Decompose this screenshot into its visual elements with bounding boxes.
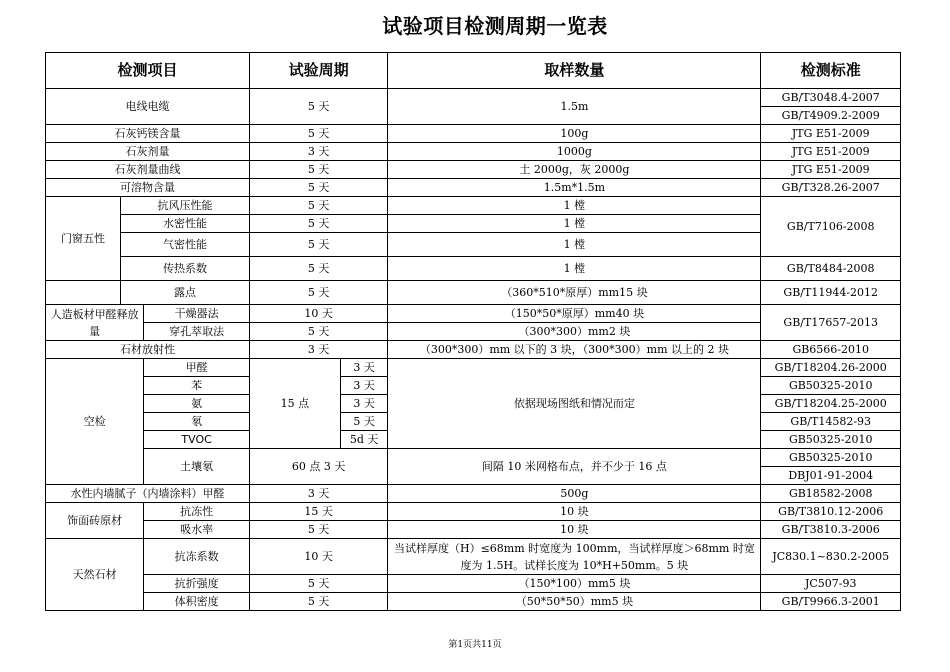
- row-period: 5 天: [249, 89, 387, 125]
- row-item: 传热系数: [121, 257, 250, 281]
- row-item: 吸水率: [144, 521, 250, 539]
- row-standard: JTG E51-2009: [761, 161, 901, 179]
- table-row: [46, 449, 901, 467]
- row-item: 氡: [144, 413, 250, 431]
- table-row: [46, 179, 901, 197]
- page-title: 试验项目检测周期一览表: [382, 14, 608, 38]
- row-quantity: 当试样厚度（H）≤68mm 时宽度为 100mm，当试样厚度＞68mm 时宽度为 1.5H。试样长度为 10*H+50mm。5 块: [388, 539, 761, 575]
- row-standard: GB50325-2010: [761, 377, 901, 395]
- row-quantity: 500g: [388, 485, 761, 503]
- row-standard: GB50325-2010: [761, 431, 901, 449]
- row-standard: JTG E51-2009: [761, 125, 901, 143]
- row-standard: GB/T18204.26-2000: [761, 359, 901, 377]
- row-period: 10 天: [249, 305, 387, 323]
- row-period: 3 天: [340, 359, 388, 377]
- row-period: 5 天: [249, 197, 387, 215]
- row-quantity: （150*100）mm5 块: [388, 575, 761, 593]
- row-item: 甲醛: [144, 359, 250, 377]
- table-row: [46, 341, 901, 359]
- row-item: 水密性能: [121, 215, 250, 233]
- row-item: 石灰钙镁含量: [46, 125, 250, 143]
- row-period: 3 天: [249, 485, 387, 503]
- row-quantity: 间隔 10 米网格布点，并不少于 16 点: [388, 449, 761, 485]
- table-row: [46, 359, 901, 377]
- row-standard: JC830.1~830.2-2005: [761, 539, 901, 575]
- row-item: 石灰剂量曲线: [46, 161, 250, 179]
- row-period: 3 天: [340, 377, 388, 395]
- row-item: 可溶物含量: [46, 179, 250, 197]
- row-standard: GB6566-2010: [761, 341, 901, 359]
- row-period: 5 天: [249, 521, 387, 539]
- table-header-row: [46, 53, 901, 89]
- row-period: 5 天: [249, 233, 387, 257]
- row-item: 土壤氡: [144, 449, 250, 485]
- header-item: 检测项目: [46, 53, 250, 89]
- row-quantity: 10 块: [388, 503, 761, 521]
- row-period: 5 天: [249, 215, 387, 233]
- row-quantity: （360*510*原厚）mm15 块: [388, 281, 761, 305]
- table-row: [46, 161, 901, 179]
- row-standard: GB/T8484-2008: [761, 257, 901, 281]
- air-points: 15 点: [249, 359, 340, 449]
- group-label-window: 门窗五性: [46, 197, 121, 281]
- row-item: 苯: [144, 377, 250, 395]
- row-item: 抗冻性: [144, 503, 250, 521]
- row-standard: GB/T18204.25-2000: [761, 395, 901, 413]
- row-standard: GB/T14582-93: [761, 413, 901, 431]
- row-quantity: 100g: [388, 125, 761, 143]
- row-quantity: 1 樘: [388, 215, 761, 233]
- row-standard: GB18582-2008: [761, 485, 901, 503]
- row-period: 10 天: [249, 539, 387, 575]
- table-row: [46, 485, 901, 503]
- row-period: 5 天: [249, 323, 387, 341]
- row-period: 5 天: [249, 593, 387, 611]
- table-row: [46, 539, 901, 575]
- row-standard: GB/T3810.12-2006: [761, 503, 901, 521]
- row-quantity: 依据现场图纸和情况而定: [388, 359, 761, 449]
- row-item: 水性内墙腻子（内墙涂料）甲醛: [46, 485, 250, 503]
- row-period: 60 点 3 天: [249, 449, 387, 485]
- table-row: [46, 143, 901, 161]
- table-row: [46, 281, 901, 305]
- row-item: TVOC: [144, 431, 250, 449]
- row-period: 3 天: [249, 143, 387, 161]
- row-quantity: 1000g: [388, 143, 761, 161]
- row-period: 15 天: [249, 503, 387, 521]
- row-period: 3 天: [340, 395, 388, 413]
- header-quantity: 取样数量: [388, 53, 761, 89]
- table-row: [46, 521, 901, 539]
- row-item: 穿孔萃取法: [144, 323, 250, 341]
- table-row: [46, 503, 901, 521]
- row-item: 体积密度: [144, 593, 250, 611]
- row-item: 抗风压性能: [121, 197, 250, 215]
- row-standard: GB/T17657-2013: [761, 305, 901, 341]
- group-label-natural-stone: 天然石材: [46, 539, 144, 611]
- row-standard: GB/T9966.3-2001: [761, 593, 901, 611]
- row-item: 石灰剂量: [46, 143, 250, 161]
- row-quantity: （300*300）mm 以下的 3 块，（300*300）mm 以上的 2 块: [388, 341, 761, 359]
- row-standard: GB/T3810.3-2006: [761, 521, 901, 539]
- row-item: 抗冻系数: [144, 539, 250, 575]
- group-label-air: 空检: [46, 359, 144, 485]
- row-period: 5 天: [340, 413, 388, 431]
- row-period: 5 天: [249, 575, 387, 593]
- row-standard: GB50325-2010: [761, 449, 901, 467]
- row-period: 5 天: [249, 125, 387, 143]
- row-standard: GB/T11944-2012: [761, 281, 901, 305]
- inspection-cycle-table: [45, 52, 901, 611]
- row-period: 5 天: [249, 161, 387, 179]
- row-standard: JC507-93: [761, 575, 901, 593]
- table-row: [46, 197, 901, 215]
- row-quantity: 1 樘: [388, 197, 761, 215]
- table-row: [46, 305, 901, 323]
- row-item: 气密性能: [121, 233, 250, 257]
- row-item: 露点: [121, 281, 250, 305]
- group-label-board: 人造板材甲醛释放量: [46, 305, 144, 341]
- row-quantity: （50*50*50）mm5 块: [388, 593, 761, 611]
- group-label-tile: 饰面砖原材: [46, 503, 144, 539]
- row-standard: GB/T328.26-2007: [761, 179, 901, 197]
- page-footer: 第1页共11页: [448, 640, 502, 650]
- row-item: 抗折强度: [144, 575, 250, 593]
- row-standard: GB/T4909.2-2009: [761, 107, 901, 125]
- table-row: [46, 89, 901, 107]
- header-standard: 检测标准: [761, 53, 901, 89]
- row-quantity: （300*300）mm2 块: [388, 323, 761, 341]
- row-standard: GB/T7106-2008: [761, 197, 901, 257]
- row-quantity: 1 樘: [388, 257, 761, 281]
- row-item: 干燥器法: [144, 305, 250, 323]
- row-period: 3 天: [249, 341, 387, 359]
- row-quantity: 1.5m*1.5m: [388, 179, 761, 197]
- header-period: 试验周期: [249, 53, 387, 89]
- row-period: 5 天: [249, 257, 387, 281]
- row-standard: DBJ01-91-2004: [761, 467, 901, 485]
- table-row: [46, 593, 901, 611]
- row-quantity: 10 块: [388, 521, 761, 539]
- row-quantity: 1 樘: [388, 233, 761, 257]
- table-row: [46, 125, 901, 143]
- row-item: 石材放射性: [46, 341, 250, 359]
- table-row: [46, 257, 901, 281]
- row-item: 氨: [144, 395, 250, 413]
- row-standard: GB/T3048.4-2007: [761, 89, 901, 107]
- row-period: 5 天: [249, 281, 387, 305]
- row-quantity: 土 2000g，灰 2000g: [388, 161, 761, 179]
- row-item: 电线电缆: [46, 89, 250, 125]
- row-quantity: （150*50*原厚）mm40 块: [388, 305, 761, 323]
- row-quantity: 1.5m: [388, 89, 761, 125]
- row-period: 5d 天: [340, 431, 388, 449]
- row-standard: JTG E51-2009: [761, 143, 901, 161]
- table-row: [46, 575, 901, 593]
- row-period: 5 天: [249, 179, 387, 197]
